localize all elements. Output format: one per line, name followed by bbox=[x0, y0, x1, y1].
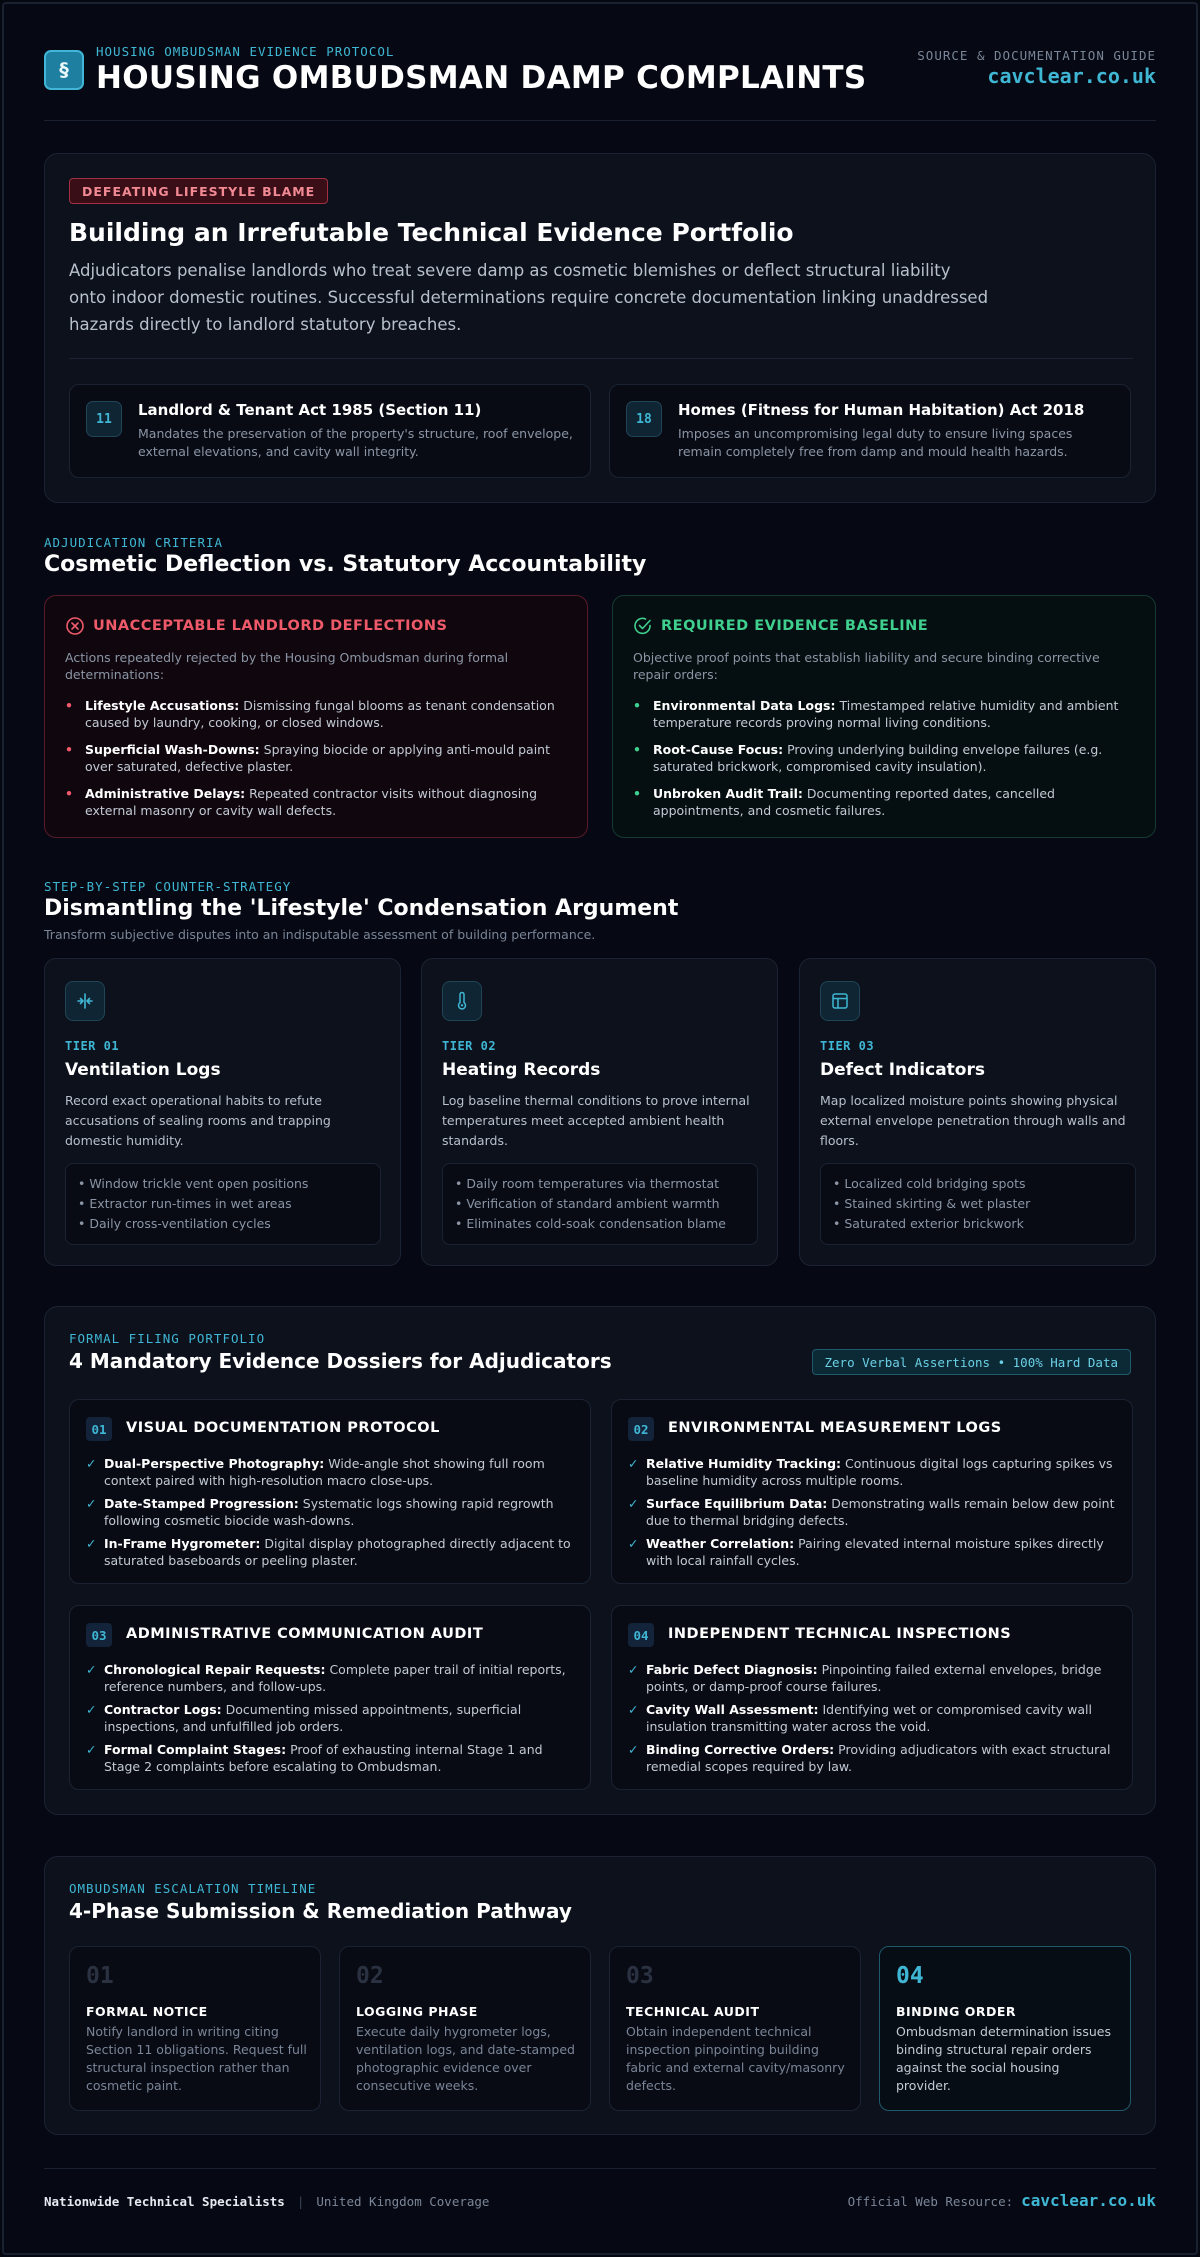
hero-description: Adjudicators penalise landlords who treat severe damp as cosmetic blemishes or deflect structural liability onto indoor domestic routines. Successful determinations require concrete documentation linking unaddressed hazards directly to landlord statutory breaches. bbox=[69, 261, 989, 334]
list-item: • Localized cold bridging spots bbox=[833, 1176, 1026, 1191]
tier-checklist bbox=[442, 1163, 758, 1245]
dossier-number: 02 bbox=[628, 1417, 654, 1441]
hero-title: Building an Irrefutable Technical Evidence Portfolio bbox=[69, 218, 794, 247]
list-item: ✓ In-Frame Hygrometer: Digital display photographed directly adjacent to saturated baseboards or peeling plaster. bbox=[86, 1536, 571, 1568]
page-header bbox=[44, 44, 1156, 104]
baseline-title: REQUIRED EVIDENCE BASELINE bbox=[661, 618, 929, 634]
tier-card-defects bbox=[799, 958, 1156, 1266]
list-item: • Lifestyle Accusations: Dismissing fungal blooms as tenant condensation caused by laundry, cooking, or closed windows. bbox=[65, 698, 555, 730]
dossiers-section bbox=[44, 1306, 1156, 1815]
dossier-number: 04 bbox=[628, 1623, 654, 1647]
tier-description: Record exact operational habits to refute accusations of sealing rooms and trapping domestic humidity. bbox=[65, 1093, 331, 1148]
dossier-points bbox=[86, 1455, 578, 1575]
phase-number: 03 bbox=[626, 1963, 654, 1989]
list-item: • Root-Cause Focus: Proving underlying building envelope failures (e.g. saturated brickwork, compromised cavity insulation). bbox=[633, 742, 1103, 774]
dossier-points bbox=[628, 1661, 1120, 1781]
tier-card-heating bbox=[421, 958, 778, 1266]
criteria-title: Cosmetic Deflection vs. Statutory Accountability bbox=[44, 552, 647, 577]
list-item: • Superficial Wash-Downs: Spraying biocide or applying anti-mould paint over saturated, defective plaster. bbox=[65, 742, 550, 774]
footer-divider bbox=[44, 2168, 1156, 2169]
tier-card-ventilation bbox=[44, 958, 401, 1266]
tier-label: TIER 03 bbox=[820, 1039, 875, 1053]
check-circle-icon bbox=[633, 616, 653, 636]
evidence-baseline-card bbox=[612, 595, 1156, 838]
hard-data-pill: Zero Verbal Assertions • 100% Hard Data bbox=[812, 1349, 1132, 1375]
check-icon: ✓ bbox=[628, 1662, 639, 1677]
list-item: • Eliminates cold-soak condensation blame bbox=[455, 1216, 726, 1231]
check-icon: ✓ bbox=[86, 1662, 97, 1677]
phase-title: LOGGING PHASE bbox=[356, 2004, 478, 2019]
check-icon: ✓ bbox=[86, 1742, 97, 1757]
act-card-2018 bbox=[609, 384, 1131, 478]
footer-coverage: United Kingdom Coverage bbox=[316, 2194, 490, 2209]
list-item: • Saturated exterior brickwork bbox=[833, 1216, 1024, 1231]
strategy-title: Dismantling the 'Lifestyle' Condensation Argument bbox=[44, 896, 679, 921]
list-item: • Administrative Delays: Repeated contractor visits without diagnosing external masonry or cavity wall defects. bbox=[65, 786, 538, 818]
list-item: • Verification of standard ambient warmth bbox=[455, 1196, 720, 1211]
list-item: ✓ Cavity Wall Assessment: Identifying wet or compromised cavity wall insulation transmitting water across the void. bbox=[628, 1702, 1092, 1734]
strategy-subtitle: Transform subjective disputes into an indisputable assessment of building performance. bbox=[44, 927, 596, 942]
list-item: • Stained skirting & wet plaster bbox=[833, 1196, 1031, 1211]
check-icon: ✓ bbox=[628, 1456, 639, 1471]
list-item: • Window trickle vent open positions bbox=[78, 1176, 309, 1191]
header-divider bbox=[44, 120, 1156, 121]
hero-divider bbox=[69, 358, 1133, 359]
footer-resource bbox=[848, 2191, 1156, 2210]
list-item: ✓ Contractor Logs: Documenting missed appointments, superficial inspections, and unfulfilled job orders. bbox=[86, 1702, 522, 1734]
dossier-points bbox=[86, 1661, 578, 1781]
tier-title: Ventilation Logs bbox=[65, 1060, 221, 1080]
dossiers-title: 4 Mandatory Evidence Dossiers for Adjudicators bbox=[69, 1349, 612, 1373]
act-title: Landlord & Tenant Act 1985 (Section 11) bbox=[138, 401, 482, 419]
tier-description: Map localized moisture points showing physical external envelope penetration through walls and floors. bbox=[820, 1093, 1126, 1148]
dossier-number: 01 bbox=[86, 1417, 112, 1441]
dossier-number: 03 bbox=[86, 1623, 112, 1647]
list-item: • Environmental Data Logs: Timestamped relative humidity and ambient temperature records proving normal living conditions. bbox=[633, 698, 1119, 730]
layout-icon bbox=[820, 981, 860, 1021]
phase-description: Notify landlord in writing citing Section 11 obligations. Request full structural inspection rather than cosmetic paint. bbox=[86, 2024, 307, 2093]
baseline-list bbox=[633, 697, 1137, 829]
list-item: ✓ Fabric Defect Diagnosis: Pinpointing failed external envelopes, bridge points, or damp-proof course failures. bbox=[628, 1662, 1102, 1694]
check-icon: ✓ bbox=[628, 1702, 639, 1717]
phase-card-logging bbox=[339, 1946, 591, 2111]
act-number-badge: 18 bbox=[626, 401, 662, 437]
dossiers-kicker: FORMAL FILING PORTFOLIO bbox=[69, 1331, 266, 1346]
list-item: • Unbroken Audit Trail: Documenting reported dates, cancelled appointments, and cosmetic failures. bbox=[633, 786, 1055, 818]
footer-separator: | bbox=[296, 2194, 305, 2209]
dossier-title: ADMINISTRATIVE COMMUNICATION AUDIT bbox=[126, 1626, 484, 1642]
footer-info bbox=[44, 2194, 489, 2209]
phase-number: 04 bbox=[896, 1963, 924, 1989]
dossier-title: ENVIRONMENTAL MEASUREMENT LOGS bbox=[668, 1420, 1002, 1436]
baseline-heading bbox=[633, 616, 928, 636]
list-item: • Daily room temperatures via thermostat bbox=[455, 1176, 720, 1191]
deflections-card bbox=[44, 595, 588, 838]
list-item: ✓ Surface Equilibrium Data: Demonstrating walls remain below dew point due to thermal bridging defects. bbox=[628, 1496, 1115, 1528]
act-card-1985 bbox=[69, 384, 591, 478]
phase-title: TECHNICAL AUDIT bbox=[626, 2004, 760, 2019]
act-description: Imposes an uncompromising legal duty to ensure living spaces remain completely free from damp and mould health hazards. bbox=[678, 426, 1073, 459]
timeline-section bbox=[44, 1856, 1156, 2135]
timeline-title: 4-Phase Submission & Remediation Pathway bbox=[69, 1899, 572, 1923]
phase-number: 01 bbox=[86, 1963, 114, 1989]
footer-resource-label: Official Web Resource: bbox=[847, 2194, 1014, 2209]
phase-number: 02 bbox=[356, 1963, 384, 1989]
check-icon: ✓ bbox=[86, 1702, 97, 1717]
phase-description: Ombudsman determination issues binding structural repair orders against the social housing provider. bbox=[896, 2024, 1111, 2093]
footer-company: Nationwide Technical Specialists bbox=[44, 2194, 285, 2209]
strategy-kicker: STEP-BY-STEP COUNTER-STRATEGY bbox=[44, 879, 292, 894]
tier-title: Heating Records bbox=[442, 1060, 601, 1080]
thermometer-icon bbox=[442, 981, 482, 1021]
check-icon: ✓ bbox=[86, 1456, 97, 1471]
dossier-card-visual bbox=[69, 1399, 591, 1584]
act-number-badge: 11 bbox=[86, 401, 122, 437]
footer-resource-link[interactable]: cavclear.co.uk bbox=[1021, 2191, 1156, 2210]
page-title: HOUSING OMBUDSMAN DAMP COMPLAINTS bbox=[96, 60, 867, 96]
list-item: ✓ Chronological Repair Requests: Complete paper trail of initial reports, reference numbers, and follow-ups. bbox=[86, 1662, 566, 1694]
phase-description: Execute daily hygrometer logs, ventilation logs, and date-stamped photographic evidence over consecutive weeks. bbox=[356, 2024, 575, 2093]
check-icon: ✓ bbox=[628, 1536, 639, 1551]
list-item: ✓ Dual-Perspective Photography: Wide-angle shot showing full room context paired with high-resolution macro close-ups. bbox=[86, 1456, 545, 1488]
criteria-kicker: ADJUDICATION CRITERIA bbox=[44, 535, 224, 550]
hero-badge: DEFEATING LIFESTYLE BLAME bbox=[69, 178, 328, 204]
act-description: Mandates the preservation of the property's structure, roof envelope, external elevations, and cavity wall integrity. bbox=[138, 426, 573, 459]
dossier-card-administrative bbox=[69, 1605, 591, 1790]
phase-title: BINDING ORDER bbox=[896, 2004, 1017, 2019]
check-icon: ✓ bbox=[86, 1536, 97, 1551]
tier-label: TIER 01 bbox=[65, 1039, 120, 1053]
dossier-card-inspections bbox=[611, 1605, 1133, 1790]
check-icon: ✓ bbox=[86, 1496, 97, 1511]
tier-description: Log baseline thermal conditions to prove internal temperatures meet accepted ambient health standards. bbox=[442, 1093, 750, 1148]
deflections-title: UNACCEPTABLE LANDLORD DEFLECTIONS bbox=[93, 618, 448, 634]
header-kicker: HOUSING OMBUDSMAN EVIDENCE PROTOCOL bbox=[96, 44, 395, 59]
source-label: SOURCE & DOCUMENTATION GUIDE bbox=[917, 48, 1156, 63]
source-link[interactable]: cavclear.co.uk bbox=[987, 64, 1156, 88]
dossier-title: INDEPENDENT TECHNICAL INSPECTIONS bbox=[668, 1626, 1012, 1642]
list-item: • Daily cross-ventilation cycles bbox=[78, 1216, 271, 1231]
deflections-heading bbox=[65, 616, 447, 636]
list-item: ✓ Weather Correlation: Pairing elevated internal moisture spikes directly with local rainfall cycles. bbox=[628, 1536, 1104, 1568]
tier-checklist bbox=[65, 1163, 381, 1245]
airflow-icon bbox=[65, 981, 105, 1021]
section-sign-logo: § bbox=[44, 50, 84, 90]
list-item: ✓ Binding Corrective Orders: Providing adjudicators with exact structural remedial scopes required by law. bbox=[628, 1742, 1111, 1774]
dossier-points bbox=[628, 1455, 1120, 1575]
deflections-list bbox=[65, 697, 569, 829]
dossier-card-environmental bbox=[611, 1399, 1133, 1584]
tier-label: TIER 02 bbox=[442, 1039, 497, 1053]
baseline-intro: Objective proof points that establish liability and secure binding corrective repair orders: bbox=[633, 650, 1100, 682]
phase-card-formal-notice bbox=[69, 1946, 321, 2111]
phase-description: Obtain independent technical inspection pinpointing building fabric and external cavity/masonry defects. bbox=[626, 2024, 845, 2093]
deflections-intro: Actions repeatedly rejected by the Housing Ombudsman during formal determinations: bbox=[65, 650, 509, 682]
dossier-title: VISUAL DOCUMENTATION PROTOCOL bbox=[126, 1420, 440, 1436]
check-icon: ✓ bbox=[628, 1742, 639, 1757]
act-title: Homes (Fitness for Human Habitation) Act 2018 bbox=[678, 401, 1085, 419]
x-circle-icon bbox=[65, 616, 85, 636]
phase-title: FORMAL NOTICE bbox=[86, 2004, 208, 2019]
tier-checklist bbox=[820, 1163, 1136, 1245]
tier-title: Defect Indicators bbox=[820, 1060, 985, 1080]
list-item: ✓ Relative Humidity Tracking: Continuous digital logs capturing spikes vs baseline humidity across multiple rooms. bbox=[628, 1456, 1113, 1488]
list-item: ✓ Date-Stamped Progression: Systematic logs showing rapid regrowth following cosmetic biocide wash-downs. bbox=[86, 1496, 554, 1528]
phase-card-binding-order bbox=[879, 1946, 1131, 2111]
list-item: • Extractor run-times in wet areas bbox=[78, 1196, 292, 1211]
timeline-kicker: OMBUDSMAN ESCALATION TIMELINE bbox=[69, 1881, 317, 1896]
phase-card-technical-audit bbox=[609, 1946, 861, 2111]
hero-card bbox=[44, 153, 1156, 503]
list-item: ✓ Formal Complaint Stages: Proof of exhausting internal Stage 1 and Stage 2 complaints before escalating to Ombudsman. bbox=[86, 1742, 543, 1774]
check-icon: ✓ bbox=[628, 1496, 639, 1511]
